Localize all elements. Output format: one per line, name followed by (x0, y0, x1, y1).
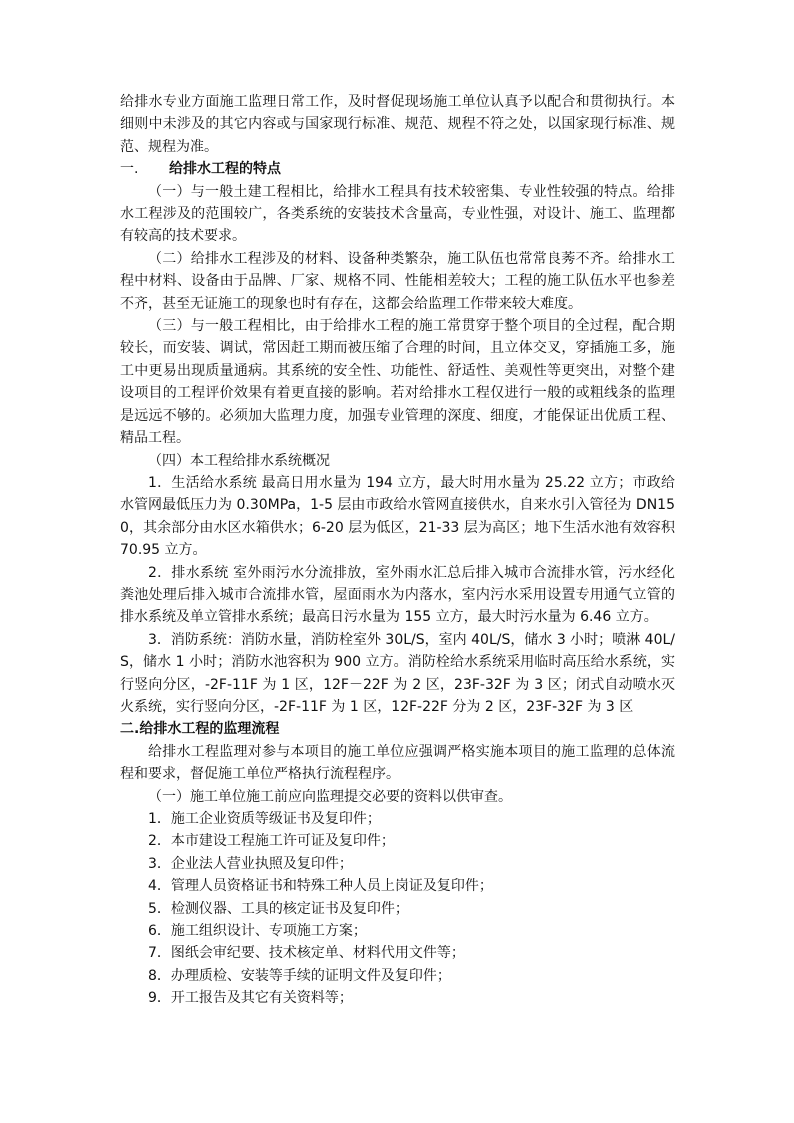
system-item: 1．生活给水系统 最高日用水量为 194 立方，最大时用水量为 25.22 立方；市政给水管网最低压力为 0.30MPa，1-5 层由市政给水管网直接供水，自来水引入管径为 DN150，其余部分由水区水箱供水；6-20 层为低区，21-33 层为高区；地下生活水池有效容积 70.95 立方。 (120, 474, 675, 559)
list-item: 7．图纸会审纪要、技术核定单、材料代用文件等； (148, 945, 465, 962)
section-heading (120, 718, 675, 740)
list-item: 3．企业法人营业执照及复印件； (148, 855, 353, 872)
list-item: 8．办理质检、安装等手续的证明文件及复印件； (148, 967, 451, 984)
document-page (120, 91, 675, 1010)
body-paragraph: 给排水工程监理对参与本项目的施工单位应强调严格实施本项目的施工监理的总体流程和要求，督促施工单位严格执行流程程序。 (120, 743, 675, 783)
system-item: 2．排水系统 室外雨污水分流排放，室外雨水汇总后排入城市合流排水管，污水经化粪池处理后排入城市合流排水管，屋面雨水为内落水，室内污水采用设置专用通气立管的排水系统及单立管排水系统；最高日污水量为 155 立方，最大时污水量为 6.46 立方。 (120, 564, 675, 626)
section-heading (120, 158, 675, 180)
list-item: 2．本市建设工程施工许可证及复印件； (148, 833, 395, 850)
intro-paragraph: 给排水专业方面施工监理日常工作，及时督促现场施工单位认真予以配合和贯彻执行。本细则中未涉及的其它内容或与国家现行标准、规范、规程不符之处，以国家现行标准、规范、规程为准。 (120, 94, 675, 155)
list-item: 1．施工企业资质等级证书及复印件； (148, 811, 381, 827)
list-item: 9．开工报告及其它有关资料等； (148, 990, 353, 1007)
subsection-heading: （四）本工程给排水系统概况 (148, 452, 330, 469)
section-number: 二. (120, 721, 140, 738)
list-item: 5．检测仪器、工具的核定证书及复印件； (148, 900, 409, 917)
section-title: 给排水工程的监理流程 (139, 721, 280, 738)
list-item: 4．管理人员资格证书和特殊工种人员上岗证及复印件； (148, 878, 493, 895)
body-paragraph: （三）与一般工程相比，由于给排水工程的施工常贯穿于整个项目的全过程，配合期较长，而安装、调试，常因赶工期而被压缩了合理的时间，且立体交叉，穿插施工多，施工中更易出现质量通病。其系统的安全性、功能性、舒适性、美观性等更突出，对整个建设项目的工程评价效果有着更直接的影响。若对给排水工程仅进行一般的或粗线条的监理是远远不够的。必须加大监理力度，加强专业管理的深度、细度，才能保证出优质工程、精品工程。 (120, 318, 675, 447)
section-number: 一. (120, 161, 139, 178)
section-title: 给排水工程的特点 (169, 161, 281, 178)
list-item: 6．施工组织设计、专项施工方案； (148, 923, 367, 940)
body-paragraph: （一）与一般土建工程相比，给排水工程具有技术较密集、专业性较强的特点。给排水工程涉及的范围较广，各类系统的安装技术含量高，专业性强，对设计、施工、监理都有较高的技术要求。 (120, 183, 675, 245)
system-item: 3．消防系统：消防水量，消防栓室外 30L/S，室内 40L/S，储水 3 小时；喷淋 40L/S，储水 1 小时；消防水池容积为 900 立方。消防栓给水系统采用临时高压给水系统，实行竖向分区，-2F-11F 为 1 区，12F－22F 为 2 区，23F-32F 为 3 区；闭式自动喷水灭火系统，实行竖向分区，-2F-11F 为 1 区，12F-22F 分为 2 区，23F-32F 为 3 区 (120, 631, 675, 715)
body-paragraph: （二）给排水工程涉及的材料、设备种类繁杂，施工队伍也常常良莠不齐。给排水工程中材料、设备由于品牌、厂家、规格不同、性能相差较大；工程的施工队伍水平也参差不齐，甚至无证施工的现象也时有存在，这都会给监理工作带来较大难度。 (120, 250, 675, 312)
subsection-heading: （一）施工单位施工前应向监理提交必要的资料以供审查。 (148, 788, 512, 805)
